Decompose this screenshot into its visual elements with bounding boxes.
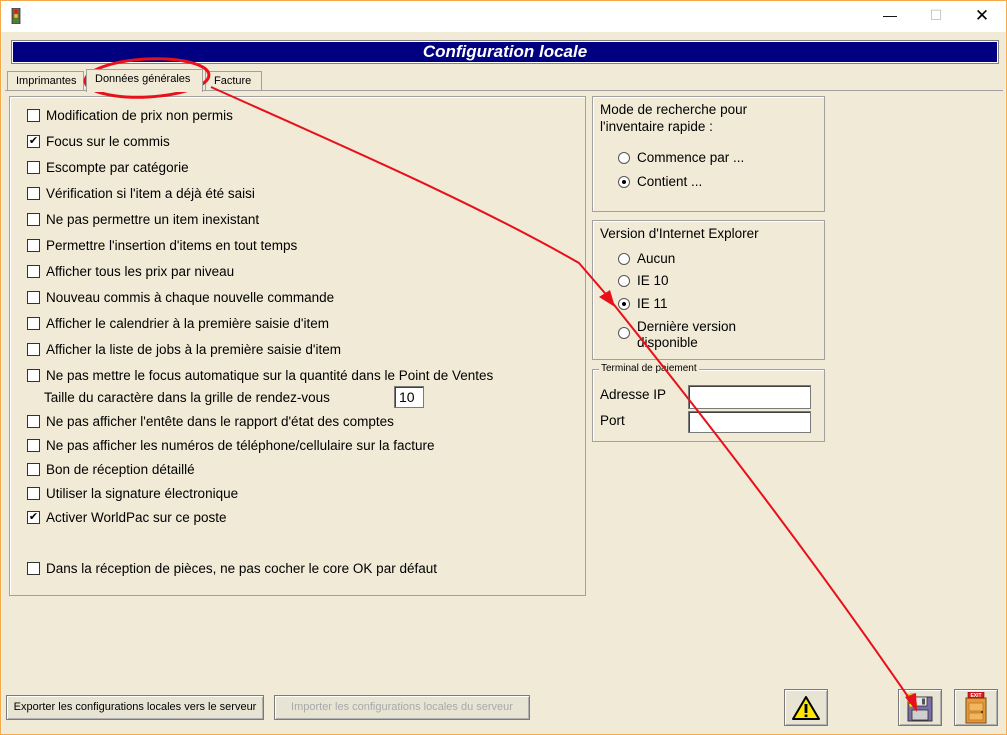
checkbox[interactable] [27, 439, 40, 452]
option-label: Afficher le calendrier à la première saisie d'item [46, 315, 329, 331]
font-size-row [44, 388, 330, 406]
checkbox[interactable] [27, 317, 40, 330]
radio-button[interactable] [618, 327, 630, 339]
option-label: Bon de réception détaillé [46, 461, 195, 477]
option-label: Nouveau commis à chaque nouvelle commande [46, 289, 335, 305]
option-row[interactable] [27, 236, 297, 254]
maximize-button[interactable]: ☐ [929, 7, 943, 23]
exit-sign-text: EXIT [970, 692, 982, 699]
general-options-panel [9, 96, 586, 596]
option-label: Ne pas permettre un item inexistant [46, 211, 260, 227]
page-title: Configuration locale [12, 41, 998, 63]
option-row[interactable] [27, 366, 493, 384]
radio-commence-par[interactable] [618, 150, 744, 165]
option-row[interactable] [27, 106, 233, 124]
option-label: Activer WorldPac sur ce poste [46, 509, 227, 525]
client-area [2, 32, 1005, 734]
warning-button[interactable] [784, 689, 828, 726]
checkbox[interactable] [27, 415, 40, 428]
checkbox[interactable] [27, 213, 40, 226]
traffic-light-icon [10, 8, 22, 24]
checkbox[interactable] [27, 487, 40, 500]
option-row[interactable] [27, 412, 394, 430]
checkbox-checked[interactable]: ✔ [28, 510, 39, 523]
radio-button[interactable] [618, 275, 630, 287]
checkbox[interactable] [27, 239, 40, 252]
option-label: Vérification si l'item a déjà été saisi [46, 185, 255, 201]
payment-terminal-group [592, 363, 825, 442]
radio-derniere-version[interactable] [618, 327, 637, 339]
radio-button[interactable] [618, 152, 630, 164]
ie-version-title: Version d'Internet Explorer [600, 226, 759, 241]
radio-button-selected[interactable] [618, 298, 630, 310]
font-size-input[interactable]: 10 [394, 386, 424, 408]
option-row[interactable] [27, 132, 170, 150]
import-config-button[interactable]: Importer les configurations locales du serveur [274, 695, 530, 720]
port-label: Port [600, 413, 625, 428]
option-row[interactable] [27, 184, 255, 202]
option-label: Escompte par catégorie [46, 159, 189, 175]
radio-ie10[interactable] [618, 273, 669, 288]
option-label: Focus sur le commis [46, 133, 170, 149]
tab-donnees-generales[interactable]: Données générales [86, 69, 203, 92]
payment-terminal-legend: Terminal de paiement [601, 363, 697, 374]
option-row[interactable] [27, 460, 195, 478]
option-label: Ne pas afficher l'entête dans le rapport d'état des comptes [46, 413, 394, 429]
checkbox[interactable] [27, 562, 40, 575]
option-row[interactable] [27, 314, 329, 332]
checkbox[interactable] [27, 161, 40, 174]
checkbox[interactable] [27, 343, 40, 356]
option-label: Afficher tous les prix par niveau [46, 263, 235, 279]
option-label: Modification de prix non permis [46, 107, 233, 123]
option-row[interactable] [27, 508, 227, 526]
checkbox[interactable] [27, 265, 40, 278]
option-label: Ne pas mettre le focus automatique sur la quantité dans le Point de Ventes [46, 367, 494, 383]
radio-label: IE 11 [637, 296, 668, 311]
option-label: Ne pas afficher les numéros de téléphone/cellulaire sur la facture [46, 437, 435, 453]
radio-aucun[interactable] [618, 251, 675, 266]
checkbox[interactable] [27, 463, 40, 476]
exit-button[interactable] [954, 689, 998, 726]
radio-label-line1: Dernière version [637, 319, 737, 334]
option-label: Utiliser la signature électronique [46, 485, 239, 501]
option-label: Afficher la liste de jobs à la première saisie d'item [46, 341, 341, 357]
radio-label: Aucun [637, 251, 676, 266]
option-label: Dans la réception de pièces, ne pas cocher le core OK par défaut [46, 560, 437, 576]
ip-address-input[interactable] [688, 385, 811, 409]
option-row[interactable] [27, 340, 341, 358]
font-size-label: Taille du caractère dans la grille de rendez-vous [44, 389, 330, 405]
radio-button[interactable] [618, 253, 630, 265]
option-row[interactable] [27, 288, 334, 306]
option-label: Permettre l'insertion d'items en tout temps [46, 237, 298, 253]
option-row[interactable] [27, 436, 434, 454]
checkbox[interactable] [27, 369, 40, 382]
port-input[interactable] [688, 411, 811, 433]
search-mode-title-line2: l'inventaire rapide : [600, 119, 713, 134]
radio-label: Commence par ... [637, 150, 745, 165]
warning-icon [791, 695, 821, 721]
option-row[interactable] [27, 262, 234, 280]
option-row[interactable] [27, 158, 189, 176]
checkbox[interactable] [27, 291, 40, 304]
search-mode-panel [592, 96, 825, 212]
checkbox[interactable] [27, 109, 40, 122]
ip-address-label: Adresse IP [600, 387, 667, 402]
checkbox[interactable] [27, 187, 40, 200]
close-button[interactable]: ✕ [974, 6, 990, 25]
exit-door-icon [963, 692, 989, 724]
radio-contient[interactable] [618, 174, 702, 189]
radio-ie11[interactable] [618, 296, 668, 311]
radio-label: Contient ... [637, 174, 703, 189]
save-icon [904, 693, 936, 723]
search-mode-title-line1: Mode de recherche pour [600, 102, 748, 117]
tab-facture[interactable]: Facture [205, 71, 262, 91]
option-row[interactable] [27, 559, 437, 577]
option-row[interactable] [27, 210, 259, 228]
save-button[interactable] [898, 689, 942, 726]
title-bar [1, 1, 1006, 32]
ie-version-panel [592, 220, 825, 360]
minimize-button[interactable]: — [883, 7, 897, 23]
radio-label: IE 10 [637, 273, 669, 288]
checkbox-checked[interactable]: ✔ [28, 134, 39, 147]
option-row[interactable] [27, 484, 238, 502]
radio-label-line2: disponible [637, 335, 698, 350]
radio-button-selected[interactable] [618, 176, 630, 188]
tab-imprimantes[interactable]: Imprimantes [7, 71, 84, 91]
export-config-button[interactable]: Exporter les configurations locales vers le serveur [6, 695, 264, 720]
